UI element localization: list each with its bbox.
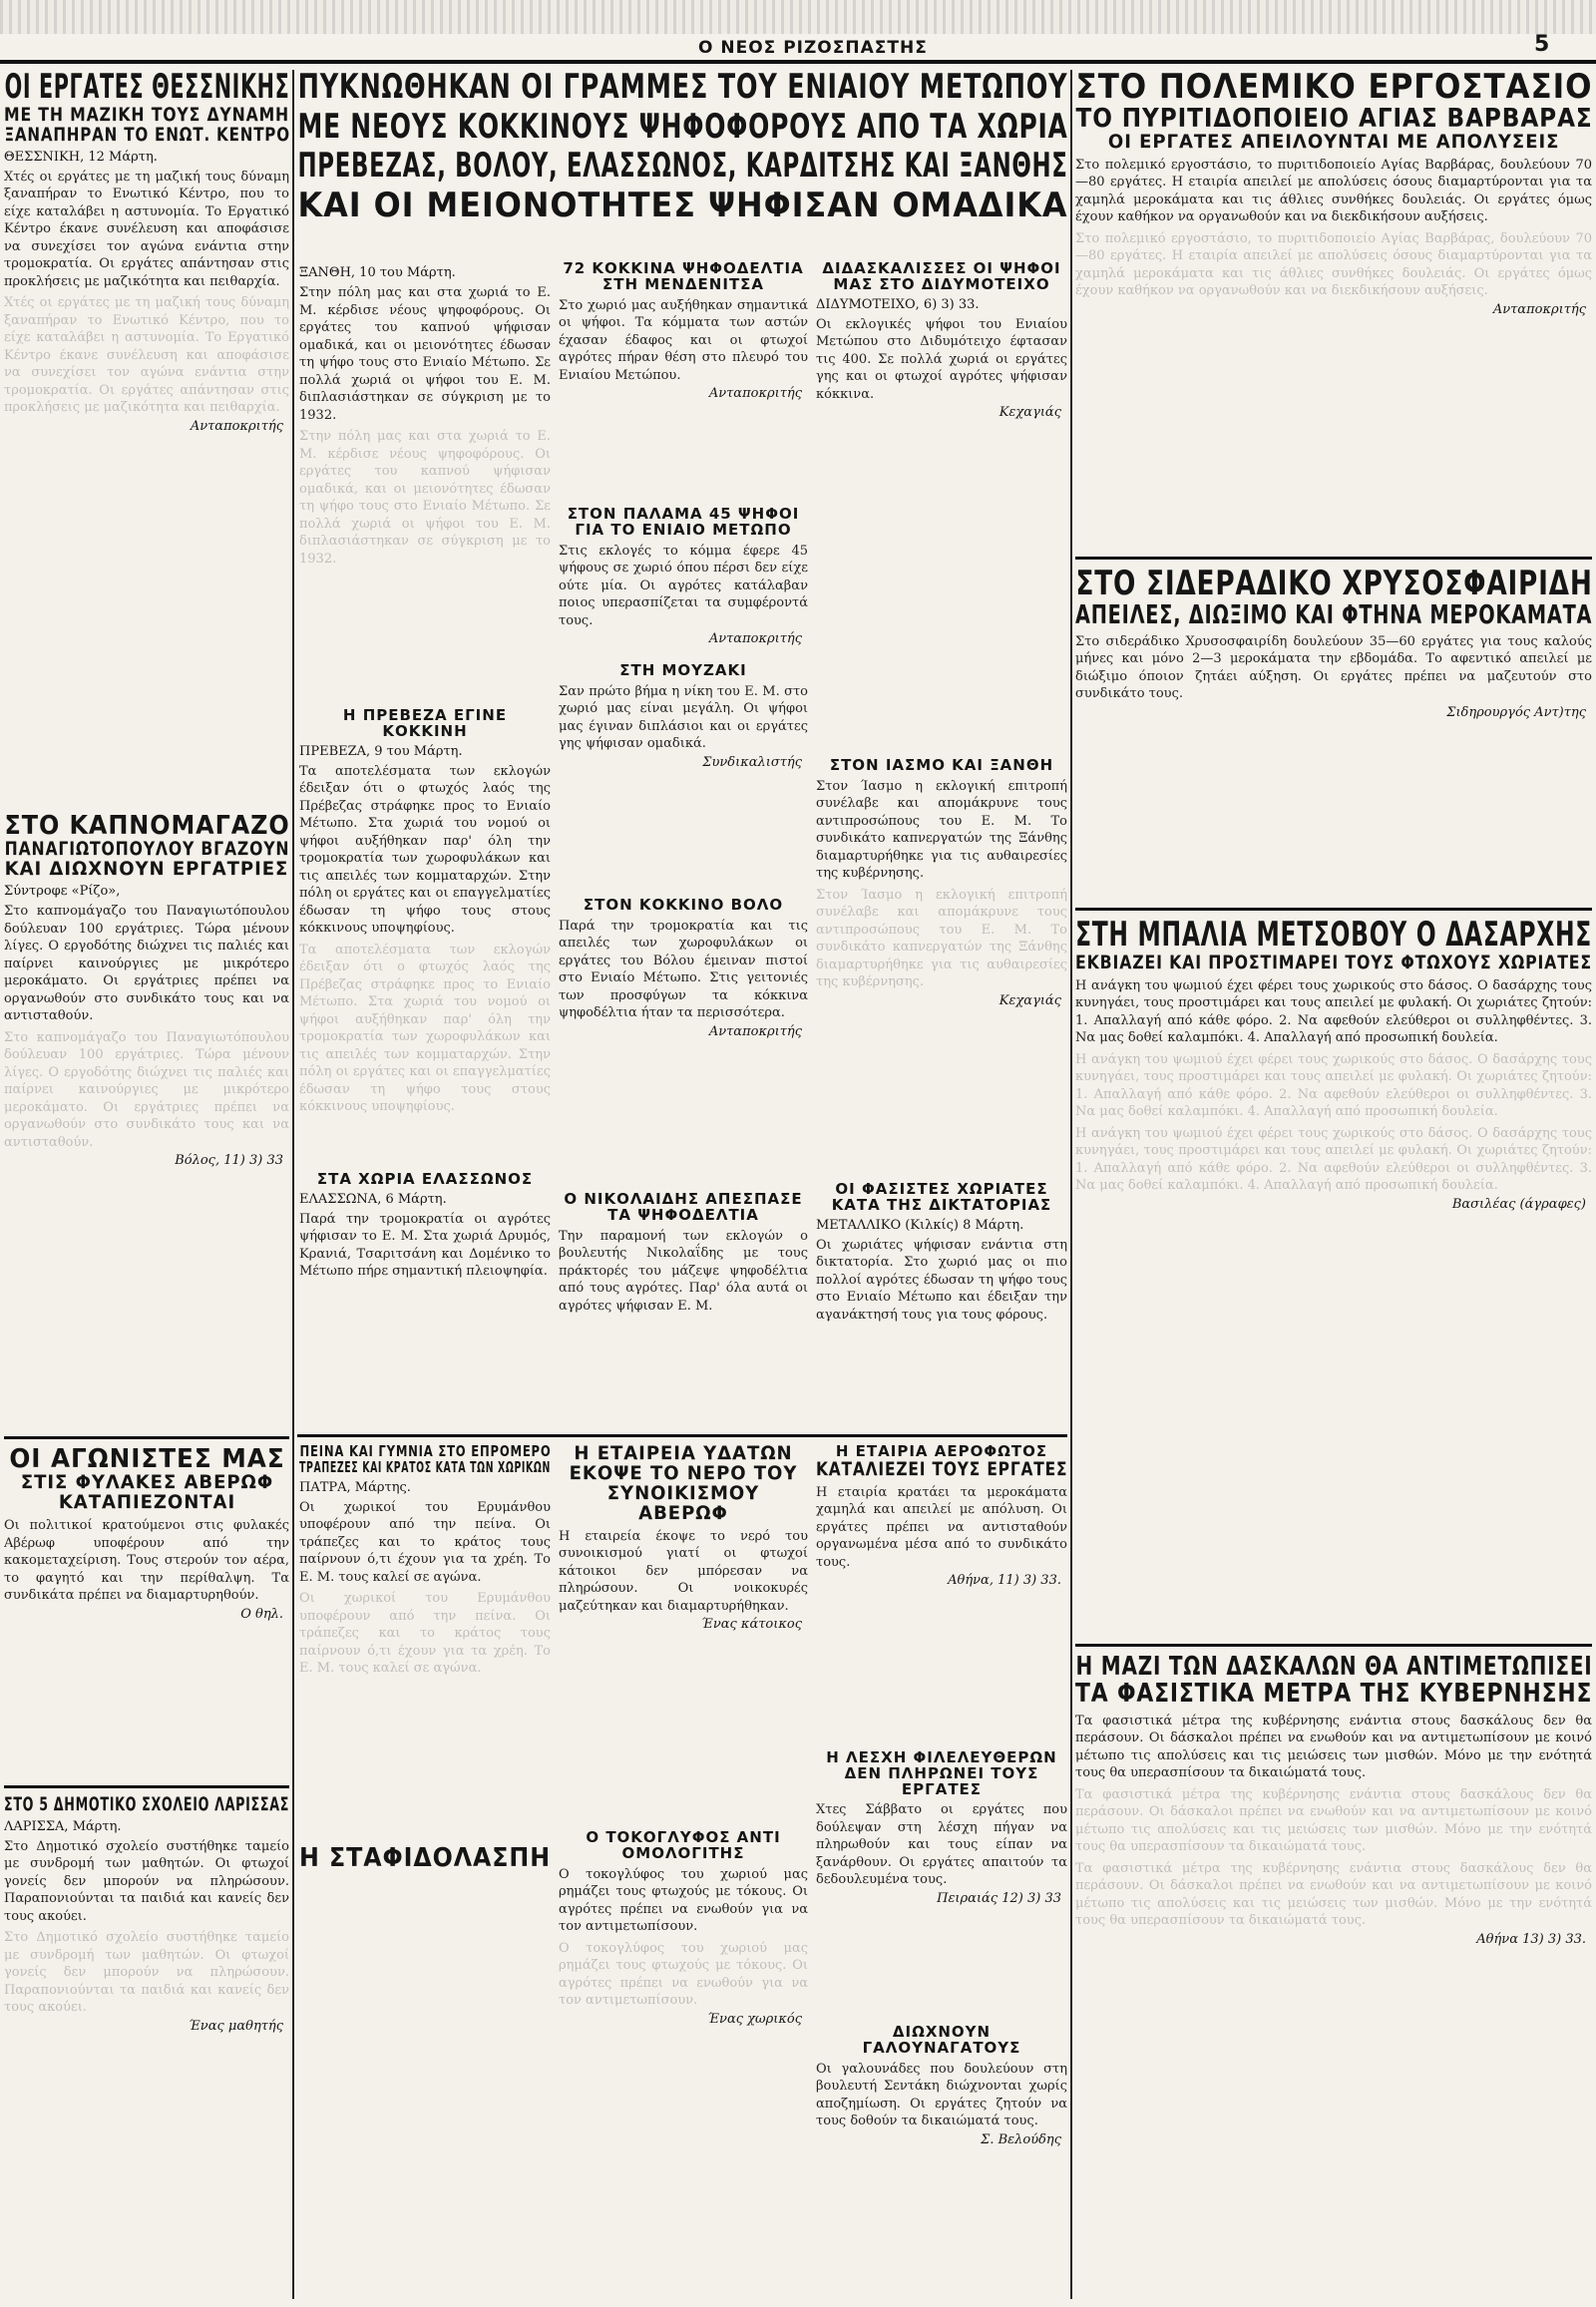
page-number: 5 xyxy=(1534,32,1550,57)
dateline: ΞΑΝΘΗ, 10 του Μάρτη. xyxy=(299,265,456,280)
subheadline: ΤΡΑΠΕΖΕΣ ΚΑΙ ΚΡΑΤΟΣ ΚΑΤΑ ΤΩΝ ΧΩΡΙΚΩΝ xyxy=(299,1457,551,1476)
article-body: Χτές οι εργάτες με τη μαζική τους δύναμη ξαναπήραν το Ενωτικό Κέντρο, που το είχε καταλάβει η αστυνομία. Το Εργατικό Κέντρο έκανε συνέλευση και αποφάσισε να συνεχίσει τον αγώνα ενάντια στην τρομοκρατία. Οι εργάτες απάντησαν στις προκλήσεις με μαζικότητα και πειθαρχία. xyxy=(4,169,289,289)
article-body: Στις εκλογές το κόμμα έφερε 45 ψήφους σε χωριό όπου πέρσι δεν είχε ούτε μία. Οι αγρότες κατάλαβαν ποιος υπερασπίζεται τα συμφέροντά τους. xyxy=(559,543,808,628)
signature: Ανταποκριτής xyxy=(1492,301,1586,317)
article-didymoteicho xyxy=(816,261,1067,471)
dateline: ΛΑΡΙΣΣΑ, Μάρτη. xyxy=(4,1818,122,1834)
banner-line: ΚΑΙ ΟΙ ΜΕΙΟΝΟΤΗΤΕΣ ΨΗΦΙΣΑΝ ΟΜΑΔΙΚΑ xyxy=(297,186,1068,226)
dateline: ΔΙΔΥΜΟΤΕΙΧΟ, 6) 3) 33. xyxy=(816,296,980,312)
article-body-faded: Χτές οι εργάτες με τη μαζική τους δύναμη ξαναπήραν το Ενωτικό Κέντρο, που το είχε καταλάβει η αστυνομία. Το Εργατικό Κέντρο έκανε συνέλευση και αποφάσισε να συνεχίσει τον αγώνα ενάντια στην τρομοκρατία. Οι εργάτες απάντησαν στις προκλήσεις με μαζικότητα και πειθαρχία. xyxy=(4,295,289,416)
article-body: Στο πολεμικό εργοστάσιο, το πυριτιδοποιείο Αγίας Βαρβάρας, δουλεύουν 70—80 εργάτες. Η εταιρία απειλεί με απολύσεις όσους διαμαρτύρονται για τα χαμηλά μεροκάματα και τις άθλιες συνθήκες δουλειάς. Οι εργάτες όμως έχουν καθήκον να οργανωθούν και να διεκδικήσουν αυξήσεις. xyxy=(1075,157,1592,225)
article-workers-thessaloniki xyxy=(4,70,289,798)
dateline: ΠΑΤΡΑ, Μάρτης. xyxy=(299,1479,411,1495)
article-body: Στο σιδεράδικο Χρυσοσφαιρίδη δουλεύουν 35—60 εργάτες για τους καλούς μήνες και μόνο 2—3 μεροκάματα την εβδομάδα. Το αφεντικό απειλεί με διώξιμο όποιον ζητάει αύξηση. Οι εργάτες πρέπει να μαζευτούν στο συνδικάτο τους. xyxy=(1075,633,1592,702)
article-averof-water xyxy=(559,1444,808,1823)
article-chrysosfairidis xyxy=(1075,567,1592,901)
section-rule xyxy=(1075,1644,1592,1647)
article-fascist-villagers xyxy=(816,1182,1067,1426)
article-body: Στο καπνομάγαζο του Παναγιωτόπουλου δούλευαν 100 εργάτριες. Τώρα μένουν λίγες. Ο εργοδότης διώχνει τις παλιές και παίρνει καινούργιες με μικρότερο μεροκάματο. Οι εργάτριες πρέπει να οργανωθούν στο συνδικάτο τους και να αντισταθούν. xyxy=(4,904,289,1024)
article-body-faded: Τα φασιστικά μέτρα της κυβέρνησης ενάντια στους δασκάλους δεν θα περάσουν. Οι δάσκαλοι πρέπει να ενωθούν και να αντιμετωπίσουν με κοινό μέτωπο τις απολύσεις και τις μειώσεις των μισθών. Μόνο με την ενότητά τους θα υπερασπίσουν τα δικαιώματά τους. xyxy=(1075,1860,1592,1929)
article-body: Σαν πρώτο βήμα η νίκη του Ε. Μ. στο χωριό μας είναι μεγάλη. Οι ψήφοι μας έγιναν διπλάσιοι και οι εργάτες γης ψήφισαν ομαδικά. xyxy=(559,683,808,752)
article-dioxnoun xyxy=(816,2025,1067,2299)
section-rule xyxy=(4,1436,289,1439)
article-elassona xyxy=(299,1172,551,1426)
scan-edge xyxy=(0,0,1596,34)
article-body: Οι πολιτικοί κρατούμενοι στις φυλακές Αβέρωφ υποφέρουν από την κακομεταχείριση. Τους στερούν τον αέρα, το φαγητό και την περίθαλψη. Τα συνδικάτα πρέπει να διαμαρτυρηθούν. xyxy=(4,1518,289,1604)
headline: ΣΤΟ 5 ΔΗΜΟΤΙΚΟ ΣΧΟΛΕΙΟ ΛΑΡΙΣΣΑΣ xyxy=(4,1795,289,1815)
headline: ΟΙ ΕΡΓΑΤΕΣ ΘΕΣΣΝΙΚΗΣ xyxy=(4,70,289,107)
subheadline: ΠΑΝΑΓΙΩΤΟΠΟΥΛΟΥ ΒΓΑΖΟΥΝ xyxy=(4,838,289,861)
subheadline: ΚΑΤΑΠΙΕΖΟΝΤΑΙ xyxy=(58,1491,235,1514)
headline: ΣΤΟ ΚΑΠΝΟΜΑΓΑΖΟ xyxy=(4,813,289,841)
signature: Κεχαγιάς xyxy=(998,992,1061,1008)
headline: ΣΤΗ ΜΠΑΛΙΑ ΜΕΤΣΟΒΟΥ Ο ΔΑΣΑΡΧΗΣ xyxy=(1075,918,1592,955)
article-body: Η εταιρεία έκοψε το νερό του συνοικισμού γιατί οι φτωχοί κάτοικοι δεν μπόρεσαν να πληρώσουν. Οι νοικοκυρές μαζεύτηκαν και διαμαρτυρήθηκαν. xyxy=(559,1528,808,1614)
headline: ΟΙ ΑΓΩΝΙΣΤΕΣ ΜΑΣ xyxy=(8,1446,285,1474)
article-body-faded: Οι χωρικοί του Ερυμάνθου υποφέρουν από την πείνα. Οι τράπεζες και το κράτος τους παίρνουν ό,τι έχουν για τα χρέη. Το Ε. Μ. τους καλεί σε αγώνα. xyxy=(299,1591,551,1676)
headline: Η ΛΕΣΧΗ ΦΙΛΕΛΕΥΘΕΡΩΝ xyxy=(826,1750,1057,1766)
section-rule xyxy=(4,1785,289,1788)
article-body-faded: Η ανάγκη του ψωμιού έχει φέρει τους χωρικούς στο δάσος. Ο δασάρχης τους κυνηγάει, τους προστιμάρει και τους απειλεί με φυλακή. Οι χωριάτες ζητούν: 1. Απαλλαγή από κάθε φόρο. 2. Να αφεθούν ελεύθεροι οι συλληφθέντες. 3. Να μας δοθεί καλαμπόκι. 4. Απαλλαγή από προσωπική δουλεία. xyxy=(1075,1125,1592,1194)
headline: ΠΕΙΝΑ ΚΑΙ ΓΥΜΝΙΑ ΣΤΟ ΕΠΡΟΜΕΡΟ xyxy=(299,1444,551,1460)
headline: ΔΙΩΧΝΟΥΝ ΓΑΛΟΥΝΑΓΑΤΟΥΣ xyxy=(862,2025,1021,2057)
signature: Ένας χωρικός xyxy=(707,2011,802,2027)
article-body: Στον Ίασμο η εκλογική επιτροπή συνέλαβε και απομάκρυνε τους αντιπροσώπους του Ε. Μ. Το συνδικάτο καπνεργατών της Ξάνθης διαμαρτυρήθηκε για τις αυθαιρεσίες της κυβέρνησης. xyxy=(816,778,1067,882)
article-metsovo xyxy=(1075,918,1592,1636)
article-preveza xyxy=(299,708,551,1167)
article-body-faded: Στο πολεμικό εργοστάσιο, το πυριτιδοποιείο Αγίας Βαρβάρας, δουλεύουν 70—80 εργάτες. Η εταιρία απειλεί με απολύσεις όσους διαμαρτύρονται για τα χαμηλά μεροκάματα και τις άθλιες συνθήκες δουλειάς. Οι εργάτες όμως έχουν καθήκον να οργανωθούν και να διεκδικήσουν αυξήσεις. xyxy=(1075,230,1592,299)
article-chorikoi xyxy=(299,1444,551,1833)
article-body-faded: Στον Ίασμο η εκλογική επιτροπή συνέλαβε και απομάκρυνε τους αντιπροσώπους του Ε. Μ. Το συνδικάτο καπνεργατών της Ξάνθης διαμαρτυρήθηκε για τις αυθαιρεσίες της κυβέρνησης. xyxy=(816,887,1067,990)
subheadline: ΤΟ ΠΥΡΙΤΙΔΟΠΟΙΕΙΟ ΑΓΙΑΣ ΒΑΡΒΑΡΑΣ xyxy=(1075,103,1592,134)
section-rule xyxy=(297,1434,1067,1437)
masthead-title: Ο ΝΕΟΣ ΡΙΖΟΣΠΑΣΤΗΣ xyxy=(698,38,928,58)
article-iasmo xyxy=(816,758,1067,1177)
headline: Η ΣΤΑΦΙΔΟΛΑΣΠΗ xyxy=(299,1845,551,1873)
article-body: Η ανάγκη του ψωμιού έχει φέρει τους χωρικούς στο δάσος. Ο δασάρχης τους κυνηγάει, τους προστιμάρει και τους απειλεί με φυλακή. Οι χωριάτες ζητούν: 1. Απαλλαγή από κάθε φόρο. 2. Να αφεθούν ελεύθεροι οι συλληφθέντες. 3. Να μας δοθεί καλαμπόκι. 4. Απαλλαγή από προσωπική δουλεία. xyxy=(1075,977,1592,1046)
subheadline: ΑΠΕΙΛΕΣ, ΔΙΩΞΙΜΟ ΚΑΙ ΦΤΗΝΑ ΜΕΡΟΚΑΜΑΤΑ xyxy=(1075,599,1592,630)
article-body: Στο χωριό μας αυξήθηκαν σημαντικά οι ψήφοι. Τα κόμματα των αστών έχασαν έδαφος και οι φτωχοί αγρότες πήραν θέση στο πλευρό του Ενιαίου Μετώπου. xyxy=(559,297,808,383)
article-body: Στην πόλη μας και στα χωριά το Ε. Μ. κέρδισε νέους ψηφοφόρους. Οι εργάτες του καπνού ψήφισαν ομαδικά, και οι μειονότητες έδωσαν τη ψήφο τους στο Ενιαίο Μέτωπο. Σε πολλά χωριά οι ψήφοι του Ε. Μ. διπλασιάστηκαν σε σύγκριση με το 1932. xyxy=(299,285,551,423)
article-body: Παρά την τρομοκρατία και τις απειλές των χωροφυλάκων οι εργάτες του Βόλου έμειναν πιστοί στο Ενιαίο Μέτωπο. Στις γειτονιές των προσφύγων τα κόκκινα ψηφοδέλτια ήταν τα περισσότερα. xyxy=(559,918,808,1021)
headline: ΣΤΟΝ ΙΑΣΜΟ ΚΑΙ ΞΑΝΘΗ xyxy=(829,758,1054,774)
article-body: Οι εκλογικές ψήφοι του Ενιαίου Μετώπου στο Διδυμότειχο έφτασαν τις 400. Σε πολλά χωριά οι εργάτες γης και οι φτωχοί αγρότες ψήφισαν κόκκινα. xyxy=(816,316,1067,402)
dateline: ΕΛΑΣΣΩΝΑ, 6 Μάρτη. xyxy=(299,1191,447,1207)
article-kokkino-volo xyxy=(559,898,808,1187)
article-body-faded: Ο τοκογλύφος του χωριού μας ρημάζει τους φτωχούς με τόκους. Οι αγρότες πρέπει να ενωθούν για να τον αντιμετωπίσουν. xyxy=(559,1940,808,2008)
article-kapnomagazo xyxy=(4,813,289,1431)
running-header xyxy=(0,32,1596,64)
signature: Συνδικαλιστής xyxy=(702,754,802,770)
article-teachers xyxy=(1075,1654,1592,2299)
dateline: Σύντροφε «Ρίζο», xyxy=(4,884,121,900)
subheadline: ΣΤΙΣ ΦΥΛΑΚΕΣ ΑΒΕΡΩΦ xyxy=(20,1471,273,1494)
banner-line: ΠΡΕΒΕΖΑΣ, ΒΟΛΟΥ, ΕΛΑΣΣΩΝΟΣ, ΚΑΡΔΙΤΣΗΣ ΚΑΙ ΞΑΝΘΗΣ xyxy=(297,146,1068,187)
article-body: Τα αποτελέσματα των εκλογών έδειξαν ότι ο φτωχός λαός της Πρέβεζας στράφηκε προς το Ενιαίο Μέτωπο. Στα χωριά του νομού οι ψήφοι αυξήθηκαν παρ' όλη την τρομοκρατία των χωροφυλάκων και τις απειλές των κομματαρχών. Στην πόλη οι εργάτες και οι επαγγελματίες έδωσαν τη ψήφο τους στους κόκκινους υποψηφίους. xyxy=(299,763,551,936)
signature: Σ. Βελούδης xyxy=(981,2131,1061,2147)
column-rule xyxy=(1070,70,1072,2299)
article-body-faded: Στην πόλη μας και στα χωριά το Ε. Μ. κέρδισε νέους ψηφοφόρους. Οι εργάτες του καπνού ψήφισαν ομαδικά, και οι μειονότητες έδωσαν τη ψήφο τους στο Ενιαίο Μέτωπο. Σε πολλά χωριά οι ψήφοι του Ε. Μ. διπλασιάστηκαν σε σύγκριση με το 1932. xyxy=(299,429,551,567)
banner-headline: ΠΥΚΝΩΘΗΚΑΝ ΟΙ ΓΡΑΜΜΕΣ ΤΟΥ ΕΝΙΑΙΟΥ ΜΕΤΩΠΟΥ xyxy=(297,67,1067,107)
headline: Η ΕΤΑΙΡΙΑ ΑΕΡΟΦΩΤΟΣ xyxy=(835,1444,1048,1460)
article-body: Την παραμονή των εκλογών ο βουλευτής Νικολαΐδης με τους πράκτορές του μάζεψε ψηφοδέλτια από τους αγρότες. Παρ' όλα αυτά οι αγρότες ψήφισαν Ε. Μ. xyxy=(559,1228,808,1314)
headline: ΣΤΗ ΜΟΥΖΑΚΙ xyxy=(619,663,747,679)
article-body: Η εταιρία κρατάει τα μεροκάματα χαμηλά και απειλεί με απόλυση. Οι εργάτες πρέπει να αντισταθούν οργανωμένα μέσα από το συνδικάτο τους. xyxy=(816,1484,1067,1570)
article-school xyxy=(4,1795,289,2299)
main-banner xyxy=(297,67,1068,226)
headline: ΣΤΟ ΠΟΛΕΜΙΚΟ ΕΡΓΟΣΤΑΣΙΟ xyxy=(1075,70,1592,107)
article-staphida xyxy=(299,1845,551,2299)
headline: ΔΙΔΑΣΚΑΛΙΣΣΕΣ ΟΙ ΨΗΦΟΙ ΜΑΣ ΣΤΟ ΔΙΔΥΜΟΤΕΙΧΟ xyxy=(822,261,1061,293)
article-xanthi xyxy=(299,261,551,700)
article-body: Οι γαλουνάδες που δουλεύουν στη βουλευτή Σεντάκη διώχνονται χωρίς αποζημίωση. Οι εργάτες ζητούν να τους δοθούν τα δικαιώματά τους. xyxy=(816,2061,1067,2128)
article-body-faded: Στο Δημοτικό σχολείο συστήθηκε ταμείο με συνδρομή των μαθητών. Οι φτωχοί γονείς δεν μπορούν να πληρώσουν. Παραπονιούνται τα παιδιά και κανείς δεν τους ακούει. xyxy=(4,1930,289,2016)
headline: ΣΤΟΝ ΚΟΚΚΙΝΟ ΒΟΛΟ xyxy=(583,898,784,914)
signature: Αθήνα, 11) 3) 33. xyxy=(948,1573,1061,1589)
article-body: Παρά την τρομοκρατία οι αγρότες ψήφισαν το Ε. Μ. Στα χωριά Δρυμός, Κρανιά, Τσαριτσάνη και Δομένικο το Μέτωπο πήρε σημαντική πλειοψηφία. xyxy=(299,1211,551,1280)
dateline: ΠΡΕΒΕΖΑ, 9 του Μάρτη. xyxy=(299,743,463,759)
subheadline: ΟΙ ΕΡΓΑΤΕΣ ΑΠΕΙΛΟΥΝΤΑΙ ΜΕ ΑΠΟΛΥΣΕΙΣ xyxy=(1107,130,1560,153)
subheadline: ΕΚΒΙΑΖΕΙ ΚΑΙ ΠΡΟΣΤΙΜΑΡΕΙ ΤΟΥΣ ΦΤΩΧΟΥΣ ΧΩΡΙΑΤΕΣ xyxy=(1075,951,1592,973)
signature: Κεχαγιάς xyxy=(998,405,1061,420)
dateline: ΘΕΣΣΝΙΚΗ, 12 Μάρτη. xyxy=(4,149,158,165)
signature: Ανταποκριτής xyxy=(708,631,802,646)
headline: ΣΤΑ ΧΩΡΙΑ ΕΛΑΣΣΩΝΟΣ xyxy=(316,1172,534,1188)
signature: Ανταποκριτής xyxy=(190,418,283,434)
article-body: Οι χωρικοί του Ερυμάνθου υποφέρουν από την πείνα. Οι τράπεζες και το κράτος τους παίρνουν ό,τι έχουν για τα χρέη. Το Ε. Μ. τους καλεί σε αγώνα. xyxy=(299,1499,551,1585)
article-leskhi xyxy=(816,1750,1067,2020)
subheadline: ΜΕ ΤΗ ΜΑΖΙΚΗ ΤΟΥΣ ΔΥΝΑΜΗ xyxy=(4,103,289,126)
article-body: Χτες Σάββατο οι εργάτες που δούλεψαν στη λέσχη πήγαν να πληρωθούν και τους είπαν να ξανάρθουν. Οι εργάτες απαιτούν τα δεδουλευμένα τους. xyxy=(816,1802,1067,1888)
article-body-faded: Τα αποτελέσματα των εκλογών έδειξαν ότι ο φτωχός λαός της Πρέβεζας στράφηκε προς το Ενιαίο Μέτωπο. Στα χωριά του νομού οι ψήφοι αυξήθηκαν παρ' όλη την τρομοκρατία των χωροφυλάκων και τις απειλές των κομματαρχών. Στην πόλη οι εργάτες και οι επαγγελματίες έδωσαν τη ψήφο τους στους κόκκινους υποψηφίους. xyxy=(299,942,551,1114)
subheadline: ΔΕΝ ΠΛΗΡΩΝΕΙ ΤΟΥΣ ΕΡΓΑΤΕΣ xyxy=(844,1763,1039,1798)
headline: ΣΤΟ ΣΙΔΕΡΑΔΙΚΟ ΧΡΥΣΟΣΦΑΙΡΙΔΗ xyxy=(1075,567,1592,603)
signature: Ο θηλ. xyxy=(240,1606,283,1622)
subheadline: ΚΑΙ ΔΙΩΧΝΟΥΝ ΕΡΓΑΤΡΙΕΣ xyxy=(4,858,289,881)
article-body: Στο Δημοτικό σχολείο συστήθηκε ταμείο με συνδρομή των μαθητών. Οι φτωχοί γονείς δεν μπορούν να πληρώσουν. Παραπονιούνται τα παιδιά και κανείς δεν τους ακούει. xyxy=(4,1838,289,1924)
section-rule xyxy=(1075,557,1592,560)
article-palama xyxy=(559,507,808,656)
dateline: ΜΕΤΑΛΛΙΚΟ (Κιλκίς) 8 Μάρτη. xyxy=(816,1217,1024,1233)
article-kokkina xyxy=(559,261,808,501)
article-body-faded: Τα φασιστικά μέτρα της κυβέρνησης ενάντια στους δασκάλους δεν θα περάσουν. Οι δάσκαλοι πρέπει να ενωθούν και να αντιμετωπίσουν με κοινό μέτωπο τις απολύσεις και τις μειώσεις των μισθών. Μόνο με την ενότητά τους θα υπερασπίσουν τα δικαιώματά τους. xyxy=(1075,1786,1592,1855)
signature: Βασιλέας (άγραφες) xyxy=(1451,1196,1586,1212)
headline: Η ΠΡΕΒΕΖΑ ΕΓΙΝΕ ΚΟΚΚΙΝΗ xyxy=(342,708,508,740)
article-tokoglyfos xyxy=(559,1830,808,2299)
headline: Η ΕΤΑΙΡΕΙΑ ΥΔΑΤΩΝ ΕΚΟΨΕ ΤΟ ΝΕΡΟ ΤΟΥ ΣΥΝΟΙΚΙΣΜΟΥ ΑΒΕΡΩΦ xyxy=(569,1444,798,1524)
banner-line: ΜΕ ΝΕΟΥΣ ΚΟΚΚΙΝΟΥΣ ΨΗΦΟΦΟΡΟΥΣ ΑΠΟ ΤΑ ΧΩΡΙΑ xyxy=(297,106,1068,147)
signature: Βόλος, 11) 3) 33 xyxy=(175,1153,283,1169)
signature: Αθήνα 13) 3) 33. xyxy=(1476,1931,1586,1947)
article-aerofotos xyxy=(816,1444,1067,1743)
signature: Πειραιάς 12) 3) 33 xyxy=(937,1890,1061,1906)
signature: Ένας μαθητής xyxy=(189,2018,283,2034)
headline: ΣΤΟΝ ΠΑΛΑΜΑ 45 ΨΗΦΟΙ ΓΙΑ ΤΟ ΕΝΙΑΙΟ ΜΕΤΩΠΟ xyxy=(567,507,800,539)
article-nikolaides xyxy=(559,1192,808,1426)
headline: Η ΜΑΖΙ ΤΩΝ ΔΑΣΚΑΛΩΝ ΘΑ ΑΝΤΙΜΕΤΩΠΙΣΕΙ xyxy=(1075,1654,1592,1682)
signature: Ανταποκριτής xyxy=(708,386,802,401)
section-rule xyxy=(1075,908,1592,911)
article-fighters xyxy=(4,1446,289,1775)
headline: Ο ΤΟΚΟΓΛΥΦΟΣ ΑΝΤΙ ΟΜΟΛΟΓΙΤΗΣ xyxy=(586,1830,781,1862)
headline: 72 ΚΟΚΚΙΝΑ ΨΗΦΟΔΕΛΤΙΑ ΣΤΗ ΜΕΝΔΕΝΙΤΣΑ xyxy=(563,261,804,293)
signature: Ανταποκριτής xyxy=(708,1023,802,1039)
signature: Ένας κάτοικος xyxy=(701,1617,802,1633)
article-mouzaki xyxy=(559,663,808,893)
article-body: Οι χωριάτες ψήφισαν ενάντια στη δικτατορία. Στο χωριό μας οι πιο πολλοί αγρότες έδωσαν τη ψήφο τους στο Ενιαίο Μέτωπο και έδειξαν την αγανάκτησή τους για τους φόρους. xyxy=(816,1237,1067,1323)
signature: Σιδηρουργός Αντ)της xyxy=(1446,704,1586,720)
column-rule xyxy=(292,70,294,2299)
article-body: Ο τοκογλύφος του χωριού μας ρημάζει τους φτωχούς με τόκους. Οι αγρότες πρέπει να ενωθούν για να τον αντιμετωπίσουν. xyxy=(559,1866,808,1934)
subheadline: ΞΑΝΑΠΗΡΑΝ ΤΟ ΕΝΩΤ. ΚΕΝΤΡΟ xyxy=(4,123,289,146)
headline: Ο ΝΙΚΟΛΑΙΔΗΣ ΑΠΕΣΠΑΣΕ ΤΑ ΨΗΦΟΔΕΛΤΙΑ xyxy=(564,1192,803,1224)
article-body-faded: Στο καπνομάγαζο του Παναγιωτόπουλου δούλευαν 100 εργάτριες. Τώρα μένουν λίγες. Ο εργοδότης διώχνει τις παλιές και παίρνει καινούργιες με μικρότερο μεροκάματο. Οι εργάτριες πρέπει να οργανωθούν στο συνδικάτο τους και να αντισταθούν. xyxy=(4,1029,289,1150)
subheadline: ΤΑ ΦΑΣΙΣΤΙΚΑ ΜΕΤΡΑ ΤΗΣ ΚΥΒΕΡΝΗΣΗΣ xyxy=(1075,1679,1592,1710)
headline: ΟΙ ΦΑΣΙΣΤΕΣ ΧΩΡΙΑΤΕΣ ΚΑΤΑ ΤΗΣ ΔΙΚΤΑΤΟΡΙΑΣ xyxy=(831,1182,1052,1214)
article-powder-factory xyxy=(1075,70,1592,549)
subheadline: ΚΑΤΑΛΙΕΖΕΙ ΤΟΥΣ ΕΡΓΑΤΕΣ xyxy=(816,1457,1067,1480)
article-body-faded: Η ανάγκη του ψωμιού έχει φέρει τους χωρικούς στο δάσος. Ο δασάρχης τους κυνηγάει, τους προστιμάρει και τους απειλεί με φυλακή. Οι χωριάτες ζητούν: 1. Απαλλαγή από κάθε φόρο. 2. Να αφεθούν ελεύθεροι οι συλληφθέντες. 3. Να μας δοθεί καλαμπόκι. 4. Απαλλαγή από προσωπική δουλεία. xyxy=(1075,1051,1592,1120)
article-body: Τα φασιστικά μέτρα της κυβέρνησης ενάντια στους δασκάλους δεν θα περάσουν. Οι δάσκαλοι πρέπει να ενωθούν και να αντιμετωπίσουν με κοινό μέτωπο τις απολύσεις και τις μειώσεις των μισθών. Μόνο με την ενότητά τους θα υπερασπίσουν τα δικαιώματά τους. xyxy=(1075,1713,1592,1781)
